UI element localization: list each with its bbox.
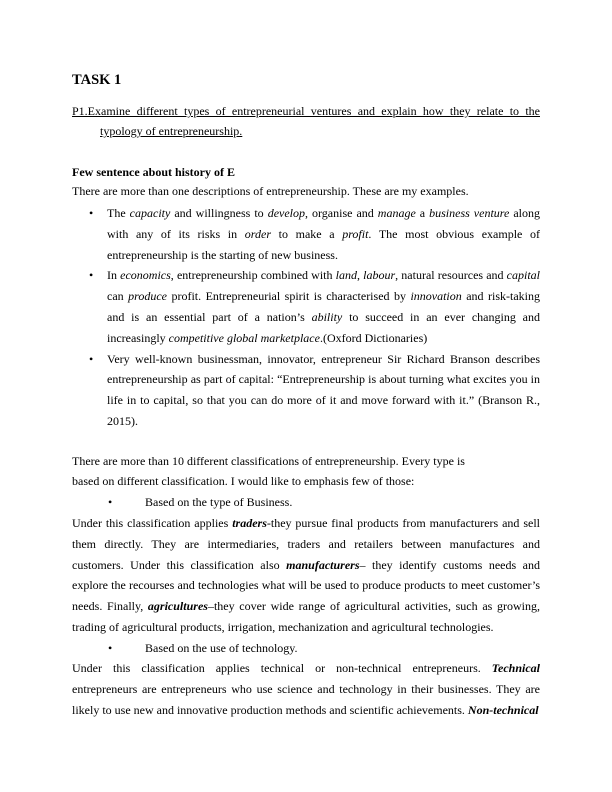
history-intro: There are more than one descriptions of entrepreneurship. These are my examples.: [72, 184, 469, 198]
bullet-icon: •: [108, 641, 113, 655]
history-heading: Few sentence about history of E: [72, 165, 235, 179]
classification-intro-line-1: There are more than 10 different classifications of entrepreneurship. Every type is: [72, 454, 465, 468]
definition-item-capacity: • The capacity and willingness to develop, organise and manage a business venture along with any of its risks in order to make a profit. The most obvious example of entrepreneurship is the starting of new business.: [72, 203, 540, 265]
question-line-2: typology of entrepreneurship.: [100, 124, 243, 138]
use-of-technology-paragraph: Under this classification applies technical or non-technical entrepreneurs. Technical entrepreneurs are entrepreneurs who use science and technology in their businesses. They are likely to use new and innovative production methods and scientific achievements. Non-technical: [72, 661, 540, 717]
classification-intro-line-2: based on different classification. I would like to emphasis few of those:: [72, 474, 415, 488]
definition-item-economics: • In economics, entrepreneurship combined with land, labour, natural resources and capital can produce profit. Entrepreneurial spirit is characterised by innovation and risk-taking and is an essential part of a nation’s ability to succeed in an ever changing and increasingly competitive global marketplace.(Oxford Dictionaries): [72, 265, 540, 348]
bullet-icon: •: [89, 268, 94, 283]
task-title: TASK 1: [72, 72, 122, 88]
bullet-icon: •: [89, 206, 94, 220]
definition-list: [72, 203, 540, 432]
question-line-1: P1.Examine different types of entrepreneurial ventures and explain how they relate to the: [72, 104, 540, 118]
bullet-icon: •: [108, 495, 113, 509]
bullet-icon: •: [89, 351, 94, 366]
type-of-business-paragraph: Under this classification applies traders-they pursue final products from manufacturers and sell them directly. They are intermediaries, traders and retailers between manufactures and customers. Under this classification also manufacturers– they identify customs needs and explore the recourses and technologies what will be used to produce products to meet customer’s needs. Finally, agricultures–they cover wide range of agricultural activities, such as growing, trading of agricultural products, irrigation, mechanization and agricultural technologies.: [72, 516, 541, 634]
definition-item-branson: • Very well-known businessman, innovator, entrepreneur Sir Richard Branson describes entrepreneurship as part of capital: “Entrepreneurship is about turning what excites you in life in to capital, so that you can do more of it and move forward with it.” (Branson R., 2015).: [72, 349, 540, 432]
question-heading: [72, 101, 540, 141]
